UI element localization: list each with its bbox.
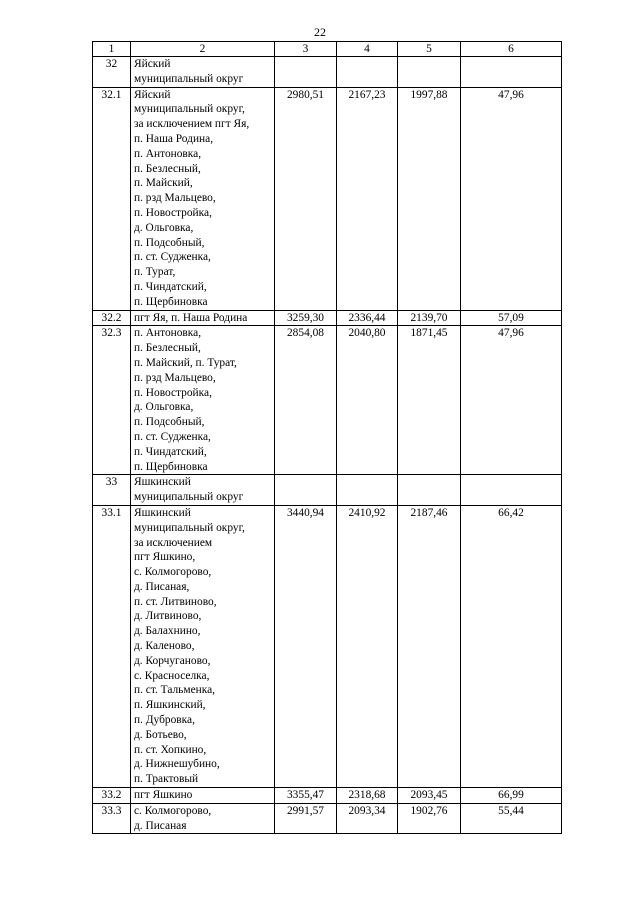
locality-name bbox=[131, 87, 275, 310]
locality-name-line: д. Ботьево, bbox=[134, 728, 187, 741]
locality-name-line: п. Безлесный, bbox=[134, 162, 201, 175]
locality-name-line: п. Дубровка, bbox=[134, 714, 195, 727]
table-row bbox=[93, 87, 562, 310]
value-c3: 2854,08 bbox=[275, 326, 337, 475]
value-c4 bbox=[337, 475, 398, 506]
locality-name bbox=[131, 803, 275, 834]
locality-name-line: с. Красноселка, bbox=[134, 669, 210, 682]
page-number: 22 bbox=[314, 25, 326, 39]
locality-name-line: п. Наша Родина, bbox=[134, 132, 214, 145]
locality-name-line: п. Новостройка, bbox=[134, 206, 212, 219]
value-c5 bbox=[398, 57, 461, 88]
value-c5: 2187,46 bbox=[398, 505, 461, 787]
locality-name-line: п. Новостройка, bbox=[134, 386, 212, 399]
value-c6 bbox=[461, 475, 562, 506]
value-c5: 1902,76 bbox=[398, 803, 461, 834]
value-c4: 2167,23 bbox=[337, 87, 398, 310]
locality-name-line: Яшкинский bbox=[134, 506, 191, 519]
value-c3: 3355,47 bbox=[275, 788, 337, 804]
locality-name-line: д. Нижнешубино, bbox=[134, 758, 220, 771]
locality-name-line: д. Ольговка, bbox=[134, 221, 194, 234]
header-cell-1: 1 bbox=[93, 42, 131, 57]
value-c3 bbox=[275, 57, 337, 88]
table-row bbox=[93, 788, 562, 804]
locality-name-line: п. рзд Мальцево, bbox=[134, 192, 216, 205]
value-c4: 2336,44 bbox=[337, 310, 398, 326]
locality-name-line: д. Ольговка, bbox=[134, 401, 194, 414]
value-c6: 66,42 bbox=[461, 505, 562, 787]
header-cell-3: 3 bbox=[275, 42, 337, 57]
value-c6 bbox=[461, 57, 562, 88]
locality-name-line: п. Подсобный, bbox=[134, 416, 205, 429]
table-row bbox=[93, 326, 562, 475]
table-body bbox=[93, 42, 562, 834]
locality-name-line: д. Балахнино, bbox=[134, 625, 201, 638]
locality-name-line: п. рзд Мальцево, bbox=[134, 371, 216, 384]
value-c3: 3259,30 bbox=[275, 310, 337, 326]
value-c6: 55,44 bbox=[461, 803, 562, 834]
row-number: 32.2 bbox=[93, 310, 131, 326]
locality-name bbox=[131, 310, 275, 326]
value-c3: 3440,94 bbox=[275, 505, 337, 787]
locality-name-line: п. Майский, п. Турат, bbox=[134, 356, 237, 369]
locality-name-line: муниципальный округ, bbox=[134, 103, 245, 116]
locality-name-line: с. Колмогорово, bbox=[134, 566, 212, 579]
row-number: 33.3 bbox=[93, 803, 131, 834]
locality-name-line: п. ст. Литвиново, bbox=[134, 595, 217, 608]
row-number: 32 bbox=[93, 57, 131, 88]
locality-name-line: п. Майский, bbox=[134, 177, 193, 190]
tariff-table bbox=[92, 41, 562, 834]
locality-name-line: за исключением bbox=[134, 536, 213, 549]
locality-name-line: за исключением пгт Яя, bbox=[134, 118, 250, 131]
locality-name-line: п. Антоновка, bbox=[134, 147, 202, 160]
locality-name bbox=[131, 505, 275, 787]
locality-name-line: п. ст. Хопкино, bbox=[134, 743, 207, 756]
value-c4: 2093,34 bbox=[337, 803, 398, 834]
locality-name-line: муниципальный округ, bbox=[134, 521, 245, 534]
locality-name-line: д. Каленово, bbox=[134, 640, 195, 653]
header-cell-5: 5 bbox=[398, 42, 461, 57]
value-c5: 1871,45 bbox=[398, 326, 461, 475]
locality-name bbox=[131, 475, 275, 506]
locality-name-line: д. Писаная bbox=[134, 819, 187, 832]
locality-name-line: пгт Яшкино bbox=[134, 789, 193, 802]
value-c4: 2318,68 bbox=[337, 788, 398, 804]
value-c4 bbox=[337, 57, 398, 88]
header-cell-4: 4 bbox=[337, 42, 398, 57]
locality-name-line: п. ст. Судженка, bbox=[134, 430, 211, 443]
locality-name-line: пгт Яя, п. Наша Родина bbox=[134, 311, 248, 324]
table-row bbox=[93, 475, 562, 506]
locality-name-line: Яшкинский bbox=[134, 476, 191, 489]
locality-name-line: п. Безлесный, bbox=[134, 342, 201, 355]
row-number: 33.1 bbox=[93, 505, 131, 787]
value-c5: 1997,88 bbox=[398, 87, 461, 310]
table-row bbox=[93, 803, 562, 834]
value-c5: 2139,70 bbox=[398, 310, 461, 326]
locality-name-line: д. Писаная, bbox=[134, 580, 190, 593]
locality-name-line: д. Корчуганово, bbox=[134, 654, 211, 667]
value-c3: 2991,57 bbox=[275, 803, 337, 834]
locality-name-line: п. Чиндатский, bbox=[134, 280, 207, 293]
locality-name-line: Яйский bbox=[134, 88, 171, 101]
value-c5: 2093,45 bbox=[398, 788, 461, 804]
locality-name-line: п. Чиндатский, bbox=[134, 445, 207, 458]
locality-name-line: муниципальный округ bbox=[134, 491, 244, 504]
locality-name-line: п. Щербиновка bbox=[134, 295, 208, 308]
value-c6: 47,96 bbox=[461, 87, 562, 310]
table-row bbox=[93, 505, 562, 787]
value-c6: 66,99 bbox=[461, 788, 562, 804]
locality-name-line: п. Трактовый bbox=[134, 773, 199, 786]
locality-name bbox=[131, 788, 275, 804]
locality-name-line: п. ст. Судженка, bbox=[134, 251, 211, 264]
table-row bbox=[93, 57, 562, 88]
value-c3 bbox=[275, 475, 337, 506]
header-row bbox=[93, 42, 562, 57]
row-number: 33.2 bbox=[93, 788, 131, 804]
value-c6: 47,96 bbox=[461, 326, 562, 475]
value-c3: 2980,51 bbox=[275, 87, 337, 310]
value-c5 bbox=[398, 475, 461, 506]
locality-name-line: п. ст. Тальменка, bbox=[134, 684, 215, 697]
value-c4: 2410,92 bbox=[337, 505, 398, 787]
value-c4: 2040,80 bbox=[337, 326, 398, 475]
locality-name-line: с. Колмогорово, bbox=[134, 804, 212, 817]
locality-name-line: п. Подсобный, bbox=[134, 236, 205, 249]
locality-name bbox=[131, 326, 275, 475]
locality-name-line: п. Щербиновка bbox=[134, 460, 208, 473]
locality-name-line: п. Яшкинский, bbox=[134, 699, 206, 712]
row-number: 32.3 bbox=[93, 326, 131, 475]
locality-name-line: Яйский bbox=[134, 58, 171, 70]
locality-name-line: д. Литвиново, bbox=[134, 610, 202, 623]
row-number: 33 bbox=[93, 475, 131, 506]
locality-name-line: п. Турат, bbox=[134, 266, 176, 279]
locality-name-line: муниципальный округ bbox=[134, 72, 244, 85]
value-c6: 57,09 bbox=[461, 310, 562, 326]
row-number: 32.1 bbox=[93, 87, 131, 310]
locality-name bbox=[131, 57, 275, 88]
table-row bbox=[93, 310, 562, 326]
header-cell-6: 6 bbox=[461, 42, 562, 57]
locality-name-line: пгт Яшкино, bbox=[134, 551, 196, 564]
header-cell-2: 2 bbox=[131, 42, 275, 57]
locality-name-line: п. Антоновка, bbox=[134, 327, 202, 340]
